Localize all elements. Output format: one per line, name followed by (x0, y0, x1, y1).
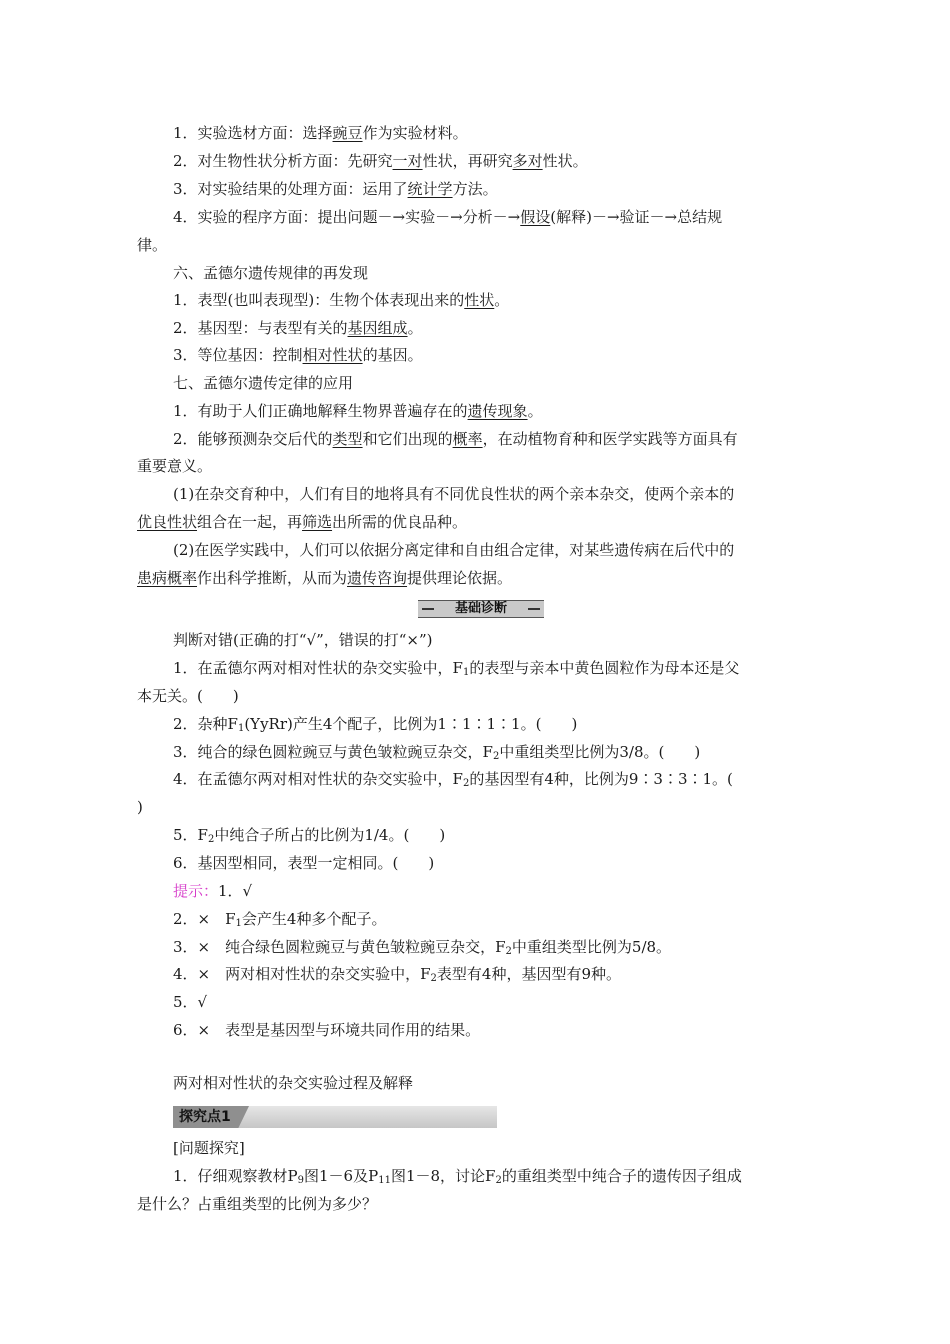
diag-answer-4: 4．× 两对相对性状的杂交实验中，$F_2$表型有4种，基因型有9种。 (173, 965, 621, 984)
sec7-para-2: (2)在医学实践中，人们可以依据分离定律和自由组合定律，对某些遗传病在后代中的 (173, 541, 735, 559)
sec7-para-1-cont: 优良性状组合在一起，再筛选出所需的优良品种。 (137, 513, 468, 531)
explore-q1: 1．仔细观察教材$P_9$图1－6及$P_{11}$图1－8，讨论$F_2$的重组类型中纯合子的遗传因子组成 (173, 1167, 742, 1186)
diag-q2: 2．杂种$F_1(YyRr)$产生4个配子，比例为1∶1∶1∶1。( ) (173, 715, 578, 734)
sec7-title: 七、孟德尔遗传定律的应用 (173, 374, 354, 392)
sec7-line-1: 1．有助于人们正确地解释生物界普遍存在的遗传现象。 (173, 402, 543, 420)
diag-q4: 4．在孟德尔两对相对性状的杂交实验中，$F_2$的基因型有4种，比例为9∶3∶3∶1。( (173, 770, 733, 789)
sec5-line-4: 4．实验的程序方面：提出问题－→实验－→分析－→假设(解释)－→验证－→总结规 (173, 208, 723, 226)
diag-q6: 6．基因型相同，表型一定相同。( ) (173, 854, 435, 872)
sec7-line-2-cont: 重要意义。 (137, 457, 213, 475)
sec7-line-2: 2．能够预测杂交后代的类型和它们出现的概率，在动植物育种和医学实践等方面具有 (173, 430, 738, 448)
diag-answer-6: 6．× 表型是基因型与环境共同作用的结果。 (173, 1021, 481, 1039)
sec5-line-3: 3．对实验结果的处理方面：运用了统计学方法。 (173, 180, 498, 198)
diag-answer-2: 2．× $F_1$会产生4种多个配子。 (173, 910, 387, 929)
hint-label: 提示： (173, 882, 219, 900)
diag-intro: 判断对错(正确的打“√”，错误的打“×”) (173, 631, 433, 649)
sec6-line-3: 3．等位基因：控制相对性状的基因。 (173, 346, 423, 364)
diag-answer-3: 3．× 纯合绿色圆粒豌豆与黄色皱粒豌豆杂交，$F_2$中重组类型比例为5/8。 (173, 938, 672, 957)
diag-q3: 3．纯合的绿色圆粒豌豆与黄色皱粒豌豆杂交，$F_2$中重组类型比例为3/8。( ) (173, 743, 701, 762)
diag-answer-5: 5．√ (173, 993, 208, 1011)
sec7-para-2-cont: 患病概率作出科学推断，从而为遗传咨询提供理论依据。 (137, 569, 513, 587)
explore-point-tab (173, 1106, 497, 1128)
sec5-line-4-cont: 律。 (137, 236, 168, 254)
diag-q5: 5．$F_2$中纯合子所占的比例为1/4。( ) (173, 826, 446, 845)
diag-answer-1: 提示：1．√ (173, 882, 253, 900)
explore-heading: 两对相对性状的杂交实验过程及解释 (173, 1074, 414, 1092)
badge-label: 基础诊断 (454, 601, 507, 616)
basic-diagnosis-badge (418, 600, 544, 618)
diag-q1: 1．在孟德尔两对相对性状的杂交实验中，$F_1$的表型与亲本中黄色圆粒作为母本还是父 (173, 659, 740, 678)
diag-q1-cont: 本无关。( ) (137, 687, 239, 705)
sec5-line-1: 1．实验选材方面：选择豌豆作为实验材料。 (173, 124, 468, 142)
sec5-line-2: 2．对生物性状分析方面：先研究一对性状，再研究多对性状。 (173, 152, 588, 170)
sec6-line-1: 1．表型(也叫表现型)：生物个体表现出来的性状。 (173, 291, 510, 309)
explore-q1-cont: 是什么？占重组类型的比例为多少？ (137, 1195, 378, 1213)
explore-tab-label: 探究点1 (179, 1109, 231, 1125)
sec6-line-2: 2．基因型：与表型有关的基因组成。 (173, 319, 423, 337)
explore-subheading: [问题探究] (173, 1139, 245, 1157)
sec7-para-1: (1)在杂交育种中，人们有目的地将具有不同优良性状的两个亲本杂交，使两个亲本的 (173, 485, 735, 503)
sec6-title: 六、孟德尔遗传规律的再发现 (173, 264, 369, 282)
diag-q4-cont: ) (137, 798, 143, 816)
